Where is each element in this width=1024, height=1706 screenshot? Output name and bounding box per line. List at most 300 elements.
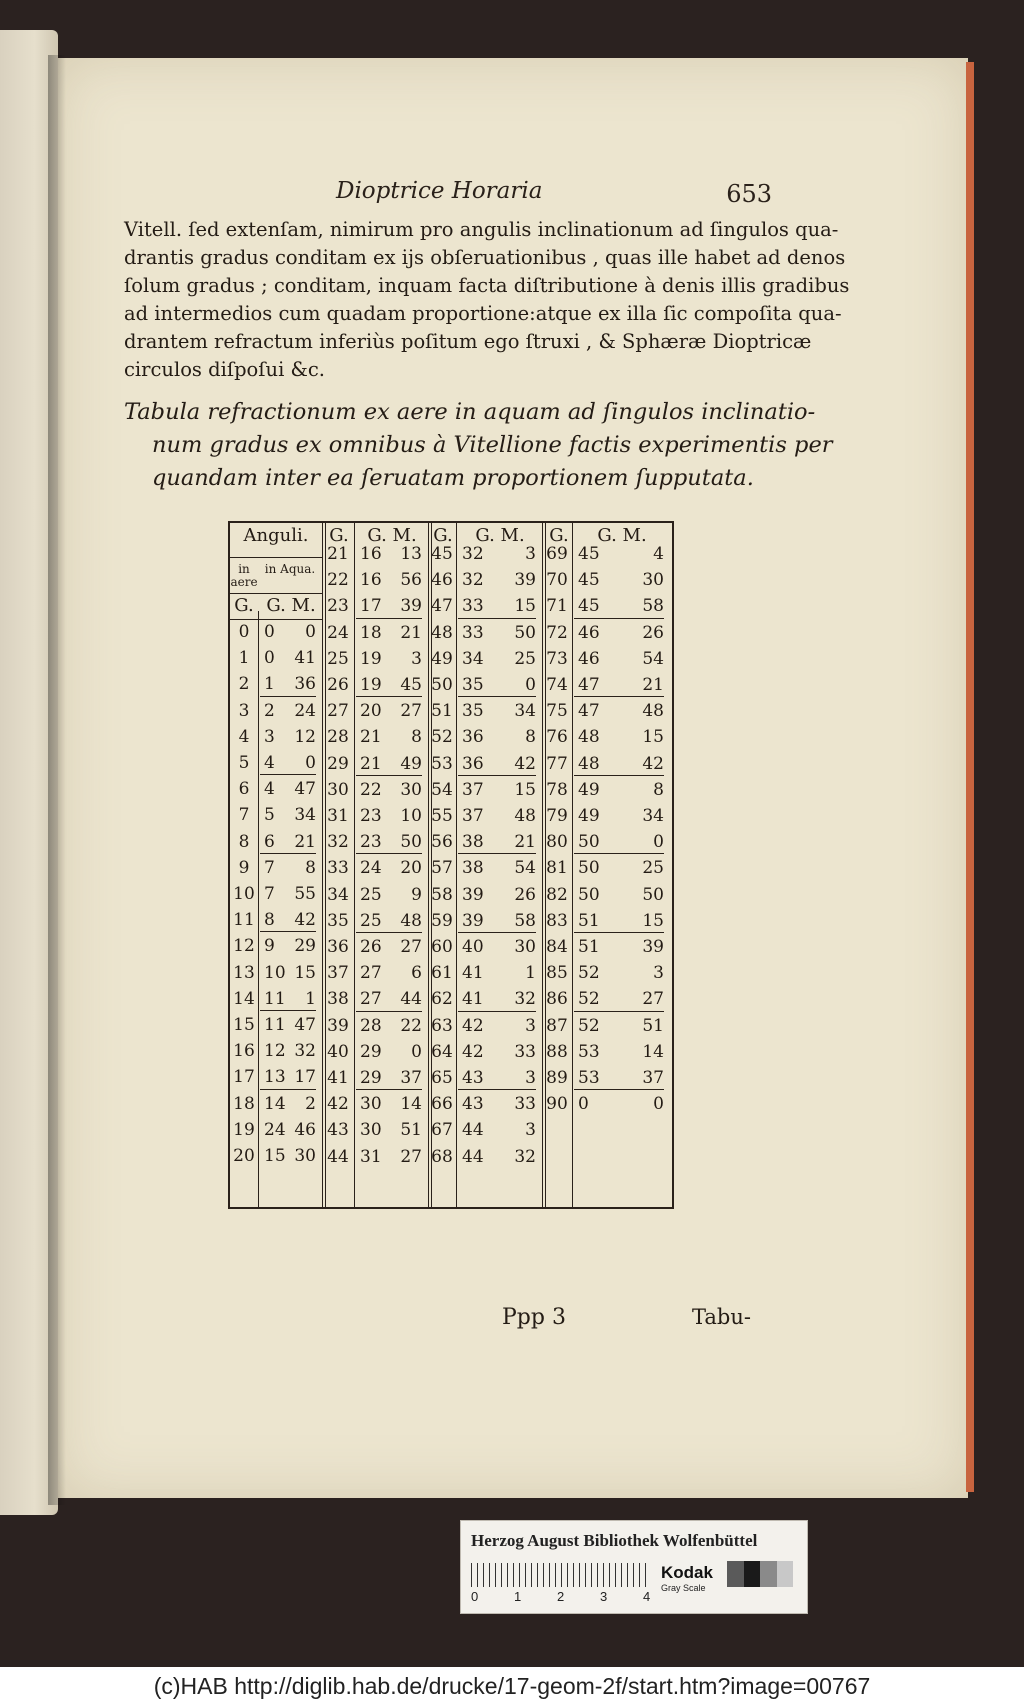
table-cell-refracted-degree: 52 [578,963,600,984]
table-cell-refracted-degree: 25 [360,884,382,905]
table-cell-minutes: 15 [294,962,316,983]
table-cell-refracted-degree: 17 [360,596,382,617]
gray-patches [727,1561,793,1587]
table-cell-refracted-degree: 23 [360,806,382,826]
table-cell-minutes: 0 [305,622,316,642]
table-cell-minutes: 24 [294,700,316,721]
table-cell-refracted-degree: 20 [360,701,382,722]
table-cell-refracted-degree: 50 [578,832,600,853]
table-rule-horizontal [356,932,422,933]
table-cell-minutes: 3 [525,544,536,564]
table-cell-minutes: 21 [642,675,664,695]
table-cell-degree: 13 [233,962,255,983]
table-cell-minutes: 14 [642,1041,664,1062]
table-rule-horizontal [574,853,664,854]
header-g: G. [433,525,453,546]
table-cell-minutes: 1 [305,988,316,1009]
table-cell-degree: 23 [327,596,349,617]
table-rule-horizontal [574,932,664,933]
table-cell-minutes: 0 [411,1041,422,1062]
table-cell-minutes: 27 [400,937,422,957]
table-cell-degree: 32 [327,832,349,853]
table-cell-degree: 14 [233,988,255,1009]
table-cell-minutes: 37 [642,1068,664,1088]
table-cell-refracted-degree: 43 [462,1068,484,1088]
table-cell-refracted-degree: 36 [462,753,484,774]
table-rule-horizontal [574,618,664,619]
table-rule-vertical [572,523,573,1207]
table-cell-minutes: 39 [400,596,422,617]
table-cell-minutes: 15 [514,596,536,617]
table-cell-refracted-degree: 26 [360,937,382,957]
table-cell-degree: 74 [546,675,568,695]
table-cell-degree: 84 [546,937,568,957]
table-cell-minutes: 55 [294,884,316,904]
table-cell-refracted-degree: 0 [264,648,275,669]
table-cell-refracted-degree: 48 [578,727,600,748]
table-cell-minutes: 12 [294,726,316,747]
table-cell-refracted-degree: 42 [462,1041,484,1062]
table-cell-degree: 35 [327,910,349,931]
ruler-label: 1 [514,1589,522,1604]
table-cell-refracted-degree: 46 [578,622,600,643]
header-gm: G. M. [475,525,525,546]
header-gm: G. M. [266,595,316,616]
table-cell-minutes: 26 [642,622,664,643]
table-cell-minutes: 1 [525,963,536,984]
table-cell-refracted-degree: 0 [264,622,275,642]
table-cell-degree: 51 [431,701,453,722]
gray-patch [777,1561,794,1587]
table-cell-degree: 31 [327,806,349,826]
table-cell-degree: 4 [238,726,250,747]
paragraph-line: Vitell. ſed extenſam, nimirum pro angulis inclinationum ad ſingulos qua- [124,218,839,241]
table-cell-refracted-degree: 7 [264,884,275,904]
table-cell-degree: 46 [431,570,453,591]
table-cell-refracted-degree: 8 [264,910,275,931]
table-cell-degree: 77 [546,753,568,774]
table-cell-degree: 12 [233,936,255,957]
paragraph-line: circulos diſpoſui &c. [124,358,325,381]
table-cell-refracted-degree: 37 [462,806,484,826]
table-cell-degree: 38 [327,989,349,1010]
table-cell-degree: 28 [327,727,349,748]
table-cell-minutes: 25 [642,858,664,879]
header-in-aqua: in Aqua. [264,562,316,576]
table-cell-refracted-degree: 11 [264,988,286,1009]
table-cell-refracted-degree: 46 [578,648,600,669]
table-cell-refracted-degree: 13 [264,1067,286,1088]
table-cell-degree: 2 [238,674,250,695]
table-rule-horizontal [458,1089,536,1090]
table-cell-minutes: 34 [294,805,316,826]
table-rule-horizontal [458,1011,536,1012]
table-cell-minutes: 30 [642,570,664,591]
table-cell-degree: 26 [327,675,349,695]
table-cell-degree: 72 [546,622,568,643]
running-title: Dioptrice Horaria [336,178,543,204]
table-cell-degree: 33 [327,858,349,879]
table-cell-minutes: 8 [525,727,536,748]
table-cell-refracted-degree: 47 [578,701,600,722]
table-cell-degree: 59 [431,910,453,931]
credit-bar [0,1667,1024,1706]
table-cell-refracted-degree: 34 [462,648,484,669]
header-g: G. [329,525,349,546]
table-cell-refracted-degree: 30 [360,1094,382,1115]
table-cell-degree: 71 [546,596,568,617]
table-cell-minutes: 58 [642,596,664,617]
table-cell-refracted-degree: 24 [264,1119,286,1140]
table-cell-refracted-degree: 44 [462,1146,484,1167]
table-cell-minutes: 15 [642,910,664,931]
table-rule-vertical [456,523,457,1207]
table-cell-minutes: 54 [514,858,536,879]
ruler-label: 0 [471,1589,479,1604]
table-cell-minutes: 10 [400,806,422,826]
table-cell-minutes: 29 [294,936,316,957]
table-cell-degree: 39 [327,1015,349,1036]
table-cell-minutes: 30 [294,1146,316,1166]
table-cell-degree: 52 [431,727,453,748]
color-scale-card [460,1520,808,1614]
table-cell-degree: 1 [238,648,250,669]
table-cell-degree: 47 [431,596,453,617]
table-cell-minutes: 50 [400,832,422,853]
table-cell-degree: 37 [327,963,349,984]
table-cell-degree: 90 [546,1094,568,1115]
table-cell-degree: 7 [238,805,250,826]
table-cell-degree: 70 [546,570,568,591]
table-cell-degree: 58 [431,884,453,905]
header-gm: G. M. [367,525,417,546]
table-cell-degree: 18 [233,1093,255,1114]
table-cell-degree: 87 [546,1015,568,1036]
table-cell-refracted-degree: 18 [360,622,382,643]
table-cell-minutes: 45 [400,675,422,695]
table-rule-horizontal [356,1089,422,1090]
table-cell-refracted-degree: 48 [578,753,600,774]
table-cell-degree: 79 [546,806,568,826]
table-cell-degree: 44 [327,1146,349,1167]
caption-line: quandam inter ea ſeruatam proportionem ſupputata. [152,465,754,491]
table-cell-minutes: 8 [411,727,422,748]
gray-scale-label: Gray Scale [661,1583,706,1593]
table-cell-degree: 56 [431,832,453,853]
table-cell-minutes: 0 [653,1094,664,1115]
table-cell-refracted-degree: 38 [462,832,484,853]
table-cell-refracted-degree: 15 [264,1146,286,1166]
table-cell-minutes: 42 [514,753,536,774]
ruler-labels [471,1589,671,1605]
table-cell-refracted-degree: 12 [264,1041,286,1062]
table-rule-horizontal [458,696,536,697]
table-cell-degree: 89 [546,1068,568,1088]
table-cell-refracted-degree: 45 [578,544,600,564]
table-cell-minutes: 56 [400,570,422,591]
table-cell-minutes: 33 [514,1094,536,1115]
table-cell-refracted-degree: 35 [462,675,484,695]
table-cell-minutes: 54 [642,648,664,669]
table-cell-minutes: 3 [525,1120,536,1141]
ruler-label: 2 [557,1589,565,1604]
table-cell-minutes: 14 [400,1094,422,1115]
signature-mark: Ppp 3 [502,1305,566,1330]
table-cell-refracted-degree: 2 [264,700,275,721]
table-cell-degree: 40 [327,1041,349,1062]
table-cell-minutes: 22 [400,1015,422,1036]
table-cell-refracted-degree: 53 [578,1041,600,1062]
table-cell-degree: 45 [431,544,453,564]
table-cell-degree: 24 [327,622,349,643]
table-cell-minutes: 51 [642,1015,664,1036]
table-cell-minutes: 34 [514,701,536,722]
table-cell-minutes: 34 [642,806,664,826]
table-cell-refracted-degree: 39 [462,910,484,931]
table-cell-refracted-degree: 27 [360,989,382,1010]
ruler-label: 3 [600,1589,608,1604]
gutter-shadow [48,55,66,1505]
table-cell-minutes: 3 [411,648,422,669]
table-cell-refracted-degree: 31 [360,1146,382,1167]
header-g: G. [549,525,569,546]
table-cell-degree: 20 [233,1146,255,1166]
table-cell-minutes: 39 [514,570,536,591]
paragraph-line: drantem refractum inferiùs poſitum ego ſtruxi , & Sphæræ Dioptricæ [124,330,812,353]
table-cell-refracted-degree: 41 [462,963,484,984]
table-cell-refracted-degree: 47 [578,675,600,695]
table-cell-refracted-degree: 49 [578,806,600,826]
table-cell-minutes: 3 [525,1068,536,1088]
gray-patch [760,1561,777,1587]
table-cell-refracted-degree: 16 [360,570,382,591]
table-cell-degree: 61 [431,963,453,984]
page-header [336,178,772,210]
table-rule-vertical [258,611,259,1207]
table-cell-refracted-degree: 51 [578,937,600,957]
table-rule-horizontal [230,557,322,558]
table-cell-degree: 11 [233,910,255,931]
table-cell-degree: 25 [327,648,349,669]
table-cell-refracted-degree: 9 [264,936,275,957]
table-cell-minutes: 46 [294,1119,316,1140]
table-rule-horizontal [458,618,536,619]
table-cell-degree: 16 [233,1041,255,1062]
table-cell-degree: 48 [431,622,453,643]
table-cell-refracted-degree: 6 [264,831,275,852]
table-cell-minutes: 3 [653,963,664,984]
table-cell-degree: 82 [546,884,568,905]
table-cell-refracted-degree: 52 [578,1015,600,1036]
table-cell-refracted-degree: 1 [264,674,275,695]
table-cell-minutes: 36 [294,674,316,695]
table-rule-horizontal [260,931,316,932]
table-cell-degree: 54 [431,779,453,800]
table-cell-refracted-degree: 52 [578,989,600,1010]
table-cell-refracted-degree: 33 [462,596,484,617]
table-cell-degree: 9 [238,857,250,878]
caption-line: Tabula refractionum ex aere in aquam ad ſingulos inclinatio- [124,399,816,425]
kodak-brand: Kodak [661,1563,713,1582]
table-cell-minutes: 32 [514,1146,536,1167]
table-cell-minutes: 20 [400,858,422,879]
table-cell-degree: 29 [327,753,349,774]
table-cell-refracted-degree: 21 [360,753,382,774]
table-cell-degree: 62 [431,989,453,1010]
table-cell-degree: 76 [546,727,568,748]
table-rule-horizontal [458,775,536,776]
table-cell-degree: 60 [431,937,453,957]
table-cell-minutes: 0 [653,832,664,853]
table-rule-horizontal [356,618,422,619]
table-cell-degree: 6 [238,779,250,800]
table-cell-minutes: 21 [514,832,536,853]
table-cell-refracted-degree: 11 [264,1015,286,1035]
table-cell-degree: 27 [327,701,349,722]
paragraph-line: drantis gradus conditam ex ijs obſeruationibus , quas ille habet ad denos [124,246,846,269]
table-cell-refracted-degree: 41 [462,989,484,1010]
table-cell-degree: 63 [431,1015,453,1036]
table-cell-degree: 75 [546,701,568,722]
table-rule-vertical [354,523,355,1207]
ruler-label: 4 [643,1589,651,1604]
table-cell-refracted-degree: 23 [360,832,382,853]
table-cell-degree: 17 [233,1067,255,1088]
table-cell-refracted-degree: 14 [264,1093,286,1114]
table-cell-minutes: 27 [400,1146,422,1167]
table-cell-minutes: 6 [411,963,422,984]
table-cell-minutes: 42 [642,753,664,774]
table-cell-minutes: 2 [305,1093,316,1114]
table-cell-degree: 83 [546,910,568,931]
table-cell-refracted-degree: 4 [264,753,275,773]
table-cell-minutes: 0 [305,753,316,773]
table-rule-horizontal [574,696,664,697]
gray-patch [744,1561,761,1587]
table-rule-horizontal [260,1010,316,1011]
table-cell-minutes: 48 [400,910,422,931]
table-cell-degree: 49 [431,648,453,669]
table-cell-minutes: 33 [514,1041,536,1062]
table-cell-refracted-degree: 45 [578,570,600,591]
table-cell-refracted-degree: 43 [462,1094,484,1115]
table-cell-degree: 86 [546,989,568,1010]
table-cell-degree: 53 [431,753,453,774]
table-cell-degree: 85 [546,963,568,984]
table-cell-minutes: 48 [642,701,664,722]
table-cell-degree: 34 [327,884,349,905]
table-cell-degree: 66 [431,1094,453,1115]
table-cell-degree: 73 [546,648,568,669]
table-rule-horizontal [260,774,316,775]
table-cell-refracted-degree: 4 [264,779,275,800]
table-cell-refracted-degree: 0 [578,1094,589,1115]
table-cell-refracted-degree: 32 [462,570,484,591]
table-rule-horizontal [574,1011,664,1012]
table-cell-minutes: 17 [294,1067,316,1088]
table-cell-minutes: 25 [514,648,536,669]
table-cell-degree: 67 [431,1120,453,1141]
table-cell-refracted-degree: 25 [360,910,382,931]
table-cell-refracted-degree: 28 [360,1015,382,1036]
table-rule-horizontal [260,696,316,697]
table-cell-minutes: 41 [294,648,316,669]
table-cell-minutes: 26 [514,884,536,905]
table-cell-refracted-degree: 27 [360,963,382,984]
table-cell-refracted-degree: 10 [264,962,286,983]
table-cell-minutes: 30 [514,937,536,957]
table-cell-refracted-degree: 38 [462,858,484,879]
table-cell-degree: 68 [431,1146,453,1167]
table-cell-minutes: 9 [411,884,422,905]
table-cell-minutes: 3 [525,1015,536,1036]
table-rule-horizontal [260,853,316,854]
table-rule-horizontal [458,932,536,933]
paragraph-line: ſolum gradus ; conditam, inquam facta diſtributione à denis illis gradibus [124,274,850,297]
table-cell-degree: 43 [327,1120,349,1141]
table-rule-horizontal [574,775,664,776]
table-cell-refracted-degree: 30 [360,1120,382,1141]
table-cell-refracted-degree: 7 [264,857,275,878]
table-cell-refracted-degree: 50 [578,858,600,879]
table-rule-horizontal [574,1089,664,1090]
table-cell-minutes: 47 [294,779,316,800]
header-in-aere: in aere [230,562,258,589]
table-rule-horizontal [356,696,422,697]
table-cell-degree: 0 [238,622,250,642]
table-cell-degree: 22 [327,570,349,591]
table-cell-refracted-degree: 45 [578,596,600,617]
table-cell-refracted-degree: 19 [360,648,382,669]
table-cell-minutes: 15 [514,779,536,800]
table-cell-refracted-degree: 40 [462,937,484,957]
table-cell-minutes: 44 [400,989,422,1010]
table-cell-degree: 41 [327,1068,349,1088]
table-cell-minutes: 27 [642,989,664,1010]
table-cell-minutes: 27 [400,701,422,722]
table-cell-minutes: 32 [514,989,536,1010]
table-cell-refracted-degree: 3 [264,726,275,747]
table-cell-refracted-degree: 53 [578,1068,600,1088]
table-caption [124,396,833,495]
table-cell-minutes: 4 [653,544,664,564]
table-cell-minutes: 37 [400,1068,422,1088]
table-cell-degree: 15 [233,1015,255,1035]
table-cell-minutes: 8 [653,779,664,800]
table-cell-minutes: 0 [525,675,536,695]
table-cell-refracted-degree: 21 [360,727,382,748]
header-anguli: Anguli. [243,525,309,546]
table-cell-refracted-degree: 39 [462,884,484,905]
table-cell-refracted-degree: 35 [462,701,484,722]
table-cell-degree: 5 [238,753,250,773]
table-cell-degree: 81 [546,858,568,879]
table-cell-minutes: 50 [642,884,664,905]
table-cell-refracted-degree: 37 [462,779,484,800]
table-rule-horizontal [356,853,422,854]
body-paragraph [124,216,850,384]
table-cell-degree: 88 [546,1041,568,1062]
credit-text: (c)HAB http://diglib.hab.de/drucke/17-geom-2f/start.htm?image=00767 [153,1673,871,1699]
table-cell-refracted-degree: 5 [264,805,275,826]
table-cell-refracted-degree: 50 [578,884,600,905]
paragraph-line: ad intermedios cum quadam proportione:atque ex illa ſic compoſita qua- [124,302,842,325]
table-cell-refracted-degree: 22 [360,779,382,800]
table-cell-refracted-degree: 29 [360,1068,382,1088]
table-cell-refracted-degree: 19 [360,675,382,695]
table-cell-refracted-degree: 29 [360,1041,382,1062]
page-number: 653 [726,180,772,208]
